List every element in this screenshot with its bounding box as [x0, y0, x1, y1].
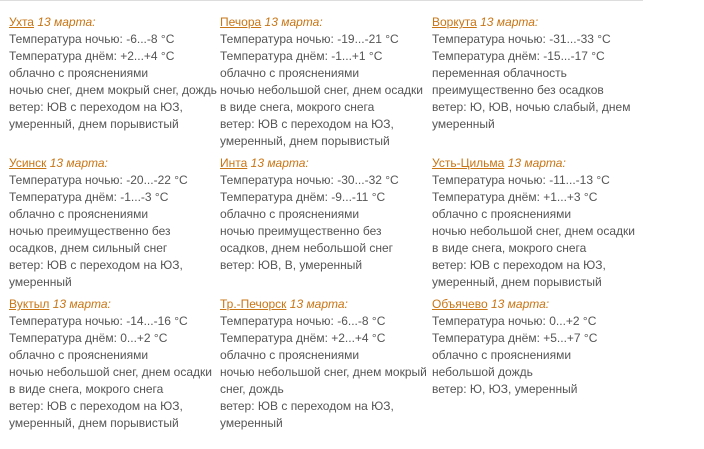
- night-temperature: Температура ночью: -14...-16 °C: [9, 314, 188, 328]
- cloudiness: переменная облачность: [432, 66, 567, 80]
- cloudiness: облачно с прояснениями: [9, 207, 149, 221]
- wind: ветер: ЮВ с переходом на ЮЗ, умеренный, днем порывистый: [9, 399, 183, 430]
- precipitation: ночью преимущественно без осадков, днем сильный снег: [9, 224, 171, 255]
- wind: ветер: Ю, ЮВ, ночью слабый, днем умеренный: [432, 100, 631, 131]
- city-card-troitsko-pechorsk: [220, 296, 428, 432]
- wind: ветер: ЮВ, В, умеренный: [220, 258, 363, 272]
- forecast-date: 13 марта:: [480, 15, 539, 29]
- precipitation: небольшой дождь: [432, 365, 533, 379]
- cloudiness: облачно с прояснениями: [220, 348, 360, 362]
- city-card-obyachevo: [432, 296, 640, 398]
- city-link-inta[interactable]: Инта: [220, 156, 248, 170]
- forecast-date: 13 марта:: [264, 15, 323, 29]
- city-card-ust-tsilma: [432, 155, 640, 291]
- precipitation: ночью снег, днем мокрый снег, дождь: [9, 83, 217, 97]
- precipitation: ночью преимущественно без осадков, днем небольшой снег: [220, 224, 394, 255]
- precipitation: ночью небольшой снег, днем осадки в виде снега, мокрого снега: [9, 365, 212, 396]
- city-card-vuktyl: [9, 296, 217, 432]
- day-temperature: Температура днём: -1...-3 °C: [9, 190, 169, 204]
- wind: ветер: Ю, ЮЗ, умеренный: [432, 382, 578, 396]
- day-temperature: Температура днём: +2...+4 °C: [220, 331, 386, 345]
- day-temperature: Температура днём: 0...+2 °C: [9, 331, 168, 345]
- wind: ветер: ЮВ с переходом на ЮЗ, умеренный, днем порывистый: [432, 258, 606, 289]
- cloudiness: облачно с прояснениями: [9, 66, 149, 80]
- night-temperature: Температура ночью: -31...-33 °C: [432, 32, 611, 46]
- city-card-ukhta: [9, 14, 217, 133]
- forecast-date: 13 марта:: [37, 15, 96, 29]
- city-card-inta: [220, 155, 428, 274]
- forecast-date: 13 марта:: [52, 297, 111, 311]
- night-temperature: Температура ночью: -20...-22 °C: [9, 173, 188, 187]
- top-divider: [0, 0, 643, 1]
- cloudiness: облачно с прояснениями: [432, 348, 572, 362]
- night-temperature: Температура ночью: -6...-8 °C: [9, 32, 175, 46]
- night-temperature: Температура ночью: -30...-32 °C: [220, 173, 399, 187]
- forecast-date: 13 марта:: [491, 297, 550, 311]
- night-temperature: Температура ночью: -19...-21 °C: [220, 32, 399, 46]
- cloudiness: облачно с прояснениями: [9, 348, 149, 362]
- precipitation: ночью небольшой снег, днем осадки в виде снега, мокрого снега: [432, 224, 635, 255]
- city-link-pechora[interactable]: Печора: [220, 15, 262, 29]
- night-temperature: Температура ночью: -6...-8 °C: [220, 314, 386, 328]
- night-temperature: Температура ночью: -11...-13 °C: [432, 173, 610, 187]
- city-card-vorkuta: [432, 14, 640, 133]
- day-temperature: Температура днём: +5...+7 °C: [432, 331, 598, 345]
- precipitation: преимущественно без осадков: [432, 83, 604, 97]
- wind: ветер: ЮВ с переходом на ЮЗ, умеренный, днем порывистый: [220, 117, 394, 148]
- wind: ветер: ЮВ с переходом на ЮЗ, умеренный, днем порывистый: [9, 100, 183, 131]
- city-link-troitsko-pechorsk[interactable]: Тр.-Печорск: [220, 297, 287, 311]
- day-temperature: Температура днём: +1...+3 °C: [432, 190, 598, 204]
- forecast-date: 13 марта:: [289, 297, 348, 311]
- day-temperature: Температура днём: +2...+4 °C: [9, 49, 175, 63]
- city-card-usinsk: [9, 155, 217, 291]
- cloudiness: облачно с прояснениями: [432, 207, 572, 221]
- day-temperature: Температура днём: -15...-17 °C: [432, 49, 605, 63]
- city-card-pechora: [220, 14, 428, 150]
- wind: ветер: ЮВ с переходом на ЮЗ, умеренный: [220, 399, 394, 430]
- city-link-usinsk[interactable]: Усинск: [9, 156, 47, 170]
- precipitation: ночью небольшой снег, днем мокрый снег, дождь: [220, 365, 427, 396]
- wind: ветер: ЮВ с переходом на ЮЗ, умеренный: [9, 258, 183, 289]
- city-link-ust-tsilma[interactable]: Усть-Цильма: [432, 156, 505, 170]
- cloudiness: облачно с прояснениями: [220, 207, 360, 221]
- city-link-obyachevo[interactable]: Объячево: [432, 297, 488, 311]
- cloudiness: облачно с прояснениями: [220, 66, 360, 80]
- city-link-ukhta[interactable]: Ухта: [9, 15, 34, 29]
- forecast-date: 13 марта:: [507, 156, 566, 170]
- city-link-vorkuta[interactable]: Воркута: [432, 15, 477, 29]
- city-link-vuktyl[interactable]: Вуктыл: [9, 297, 50, 311]
- night-temperature: Температура ночью: 0...+2 °C: [432, 314, 597, 328]
- day-temperature: Температура днём: -9...-11 °C: [220, 190, 386, 204]
- day-temperature: Температура днём: -1...+1 °C: [220, 49, 383, 63]
- precipitation: ночью небольшой снег, днем осадки в виде снега, мокрого снега: [220, 83, 423, 114]
- forecast-date: 13 марта:: [250, 156, 309, 170]
- forecast-date: 13 марта:: [49, 156, 108, 170]
